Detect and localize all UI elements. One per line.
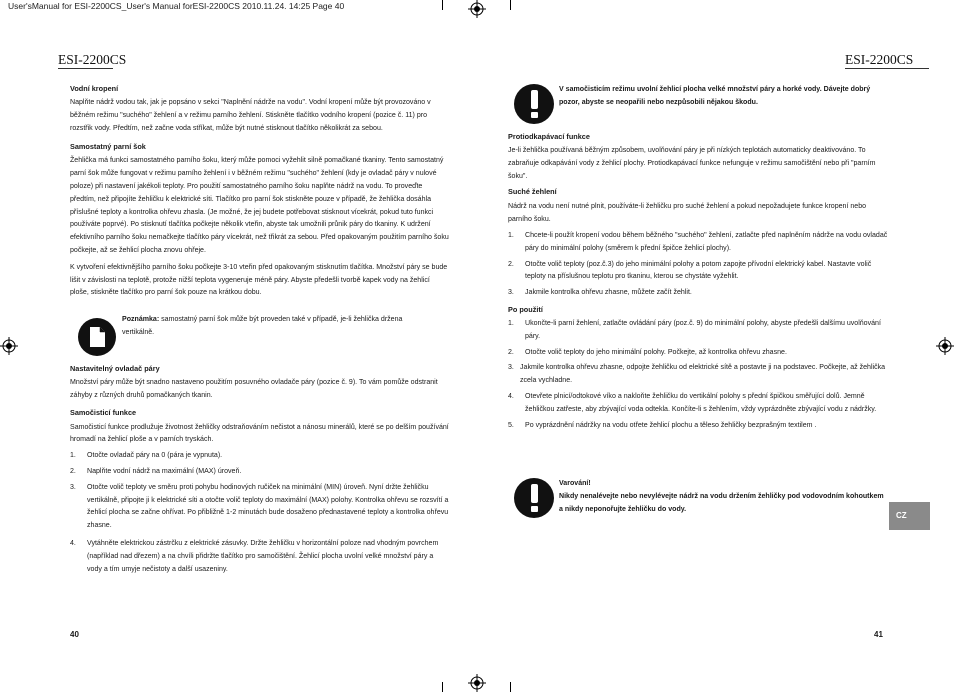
list-text: Naplňte vodní nádrž na maximální (MAX) úroveň. bbox=[87, 467, 242, 475]
list-text: Ukončte-li parní žehlení, zatlačte ovládání páry (poz.č. 9) do minimální polohy, abyste předešli dalšímu uvolňování páry. bbox=[525, 319, 881, 340]
warning-title: Varování! bbox=[559, 480, 591, 487]
paragraph: Žehlička má funkci samostatného parního šoku, který může pomoci vyžehlit silně pomačkané tkaniny. Tento samostatný parní šok může fungovat v režimu parního žehlení i v běžném režimu "suchého" žehlení (kdy je ovladač páry v nulové poloze) při nastavení jakékoli teploty. Pro použití samostatného parního šoku naplňte nádrž na vodu. To proveďte předtím, než připojíte žehličku k elektrické síti. Tlačítko pro parní šok stiskněte pouze v případě, že žehlička dosáhla příslušné teploty a kontrolka ohřevu zhasla. (Je možné, že jej budete potřebovat stisknout vícekrát, pokud tuto funkci používáte poprvé). Po stisknutí tlačítka počkejte několik vteřin, abyste tak umožnili průnik páry do tkaniny. K udržení efektivního parního šoku nemačkejte tlačítko páry vícekrát, než třikrát za sebou. Před opakovaným použitím parního šoku počkejte, až se žehlicí plocha znovu ohřeje. bbox=[70, 157, 449, 254]
right-column bbox=[508, 132, 890, 432]
list-item bbox=[508, 362, 890, 388]
registration-mark-icon bbox=[0, 337, 18, 355]
list-number: 3. bbox=[508, 289, 514, 297]
registration-mark-icon bbox=[936, 337, 954, 355]
print-file-info: User'sManual for ESI-2200CS_User's Manual forESI-2200CS 2010.11.24. 14:25 Page 40 bbox=[8, 1, 345, 11]
paragraph: Množství páry může být snadno nastaveno použitím posuvného ovladače páry (pozice č. 9). To vám pomůže odstranit záhyby z různých druhů pomačkaných tkanin. bbox=[70, 379, 438, 399]
list-number: 5. bbox=[508, 421, 514, 429]
section-title: Vodní kropení bbox=[70, 84, 119, 93]
list-item bbox=[508, 347, 890, 360]
list-text: Otočte volič teploty (poz.č.3) do jeho minimální polohy a potom zapojte přívodní elektrický kabel. Nastavte volič teploty na příslušnou teplotu pro tkaninu, kterou se chystáte vyžehlit. bbox=[525, 260, 872, 281]
paragraph: Je-li žehlička používaná běžným způsobem, uvolňování páry je při nízkých teplotách automaticky deaktivováno. To zabraňuje odkapávání vody z žehlicí plochy. Protiodkapávací funkce nefunguje v režimu samočištění nebo při "parním šoku". bbox=[508, 147, 876, 180]
registration-mark-icon bbox=[468, 674, 486, 692]
note-text bbox=[122, 314, 422, 340]
note-body: samostatný parní šok může být proveden také v případě, je-li žehlička držena vertikálně. bbox=[122, 316, 403, 336]
dry-list bbox=[508, 230, 890, 300]
list-text: Jakmile kontrolka ohřevu zhasne, můžete začít žehlit. bbox=[525, 289, 692, 297]
selfclean-list bbox=[70, 450, 450, 576]
header-rule-left bbox=[58, 68, 113, 69]
page-number-right: 41 bbox=[874, 630, 883, 639]
list-number: 2. bbox=[508, 348, 514, 356]
list-item bbox=[70, 450, 450, 463]
list-number: 3. bbox=[508, 364, 514, 372]
list-item bbox=[508, 318, 890, 344]
section-title: Samočisticí funkce bbox=[70, 407, 137, 417]
warning-box-2 bbox=[559, 478, 889, 516]
crop-mark bbox=[442, 682, 443, 692]
list-number: 4. bbox=[70, 539, 76, 547]
list-text: Po vyprázdnění nádržky na vodu otřete žehlicí plochu a těleso žehličky bezprašným textilem . bbox=[525, 421, 817, 429]
list-item bbox=[508, 287, 890, 300]
list-text: Otevřete plnicí/odtokové víko a nakloňte žehličku do vertikální polohy s přední špičkou směřující dolů. Jemně žehličkou zatřeste, aby zbývající voda odtekla. Končíte-li s žehlením, vždy vyprázdněte zbývající vodu z nádržky. bbox=[525, 392, 877, 413]
list-item bbox=[70, 466, 450, 479]
paragraph: Nádrž na vodu není nutné plnit, používáte-li žehličku pro suché žehlení a pokud nepožadujete funkce kropení nebo parního šoku. bbox=[508, 203, 867, 224]
warning-box-1 bbox=[559, 84, 889, 110]
note-label: Poznámka: bbox=[122, 316, 160, 323]
section-title: Nastavitelný ovladač páry bbox=[70, 364, 160, 373]
page-number-left: 40 bbox=[70, 630, 79, 639]
crop-mark bbox=[442, 0, 443, 10]
language-tab: CZ bbox=[889, 502, 930, 530]
list-text: Chcete-li použít kropení vodou během běžného "suchého" žehlení, zatlačte před naplněním nádrže na vodu ovladač páry do minimální polohy (směrem k přední špičce žehlicí plochy). bbox=[525, 231, 888, 252]
warning-icon bbox=[514, 478, 554, 518]
list-text: Jakmile kontrolka ohřevu zhasne, odpojte žehličku od elektrické sítě a postavte ji na podstavec. Počkejte, až žehlička zcela vychladne. bbox=[520, 364, 886, 385]
list-item bbox=[508, 259, 890, 285]
crop-mark bbox=[510, 0, 511, 10]
list-item bbox=[508, 391, 890, 417]
warning-icon bbox=[514, 84, 554, 124]
warning-text: Nikdy nenalévejte nebo nevylévejte nádrž na vodu držením žehličky pod vodovodním kohoutkem a nikdy neponořujte žehličku do vody. bbox=[559, 492, 884, 513]
warning-text: V samočisticím režimu uvolní žehlicí plocha velké množství páry a horké vody. Dávejte dobrý pozor, abyste se neopařili nebo nezpůsobili nějakou škodu. bbox=[559, 86, 871, 106]
note-box bbox=[122, 314, 422, 340]
list-item bbox=[508, 420, 890, 433]
list-number: 2. bbox=[70, 467, 76, 475]
list-text: Otočte volič teploty ve směru proti pohybu hodinových ručiček na minimální (MIN) úroveň. Nyní držte žehličku vertikálně, připojte ji k elektrické síti a otočte volič teploty do maximální (MAX) polohy. Kontrolka ohřevu se rozsvítí a žehlicí plocha se začne ohřívat. Po přibližně 1-2 minutách bude dosaženo přednastavené teploty a kontrolka ohřevu zhasne. bbox=[87, 483, 449, 530]
list-number: 1. bbox=[508, 231, 514, 239]
list-text: Otočte volič teploty do jeho minimální polohy. Počkejte, až kontrolka ohřevu zhasne. bbox=[525, 348, 787, 356]
left-column-lower bbox=[70, 364, 450, 576]
list-number: 4. bbox=[508, 392, 514, 400]
list-item bbox=[508, 230, 890, 256]
list-number: 3. bbox=[70, 483, 76, 491]
list-item bbox=[70, 538, 450, 576]
paragraph: K vytvoření efektivnějšího parního šoku počkejte 3-10 vteřin před opakovaným stisknutím tlačítka. Množství páry se bude lišit v závislosti na teplotě, protože nižší teplota vygeneruje méně páry. Abyste předešli tvorbě kapek vody na žehlicí ploše, stiskněte tlačítko pro parní šok pouze na krátkou dobu. bbox=[70, 263, 448, 297]
list-number: 1. bbox=[70, 452, 76, 460]
registration-mark-icon bbox=[468, 0, 486, 18]
list-item bbox=[70, 482, 450, 533]
section-title: Suché žehlení bbox=[508, 187, 557, 197]
header-rule-right bbox=[845, 68, 929, 69]
list-text: Vytáhněte elektrickou zástrčku z elektrické zásuvky. Držte žehličku v horizontální poloze nad vhodným povrchem (například nad dřezem) a na chvíli přidržte tlačítko pro samočištění. Žehlicí plocha uvolní velké množství páry a vody a tím umyje nečistoty a další usazeniny. bbox=[87, 539, 439, 573]
left-column bbox=[70, 84, 450, 300]
list-number: 1. bbox=[508, 319, 514, 327]
crop-mark bbox=[510, 682, 511, 692]
list-text: Otočte ovladač páry na 0 (pára je vypnuta). bbox=[87, 452, 223, 460]
model-name-right: ESI-2200CS bbox=[845, 52, 914, 67]
list-number: 2. bbox=[508, 260, 514, 268]
paragraph: Naplňte nádrž vodou tak, jak je popsáno v sekci "Naplnění nádrže na vodu". Vodní kropení může být provozováno v běžném režimu "suchého" žehlení a v režimu parního žehlení. Stiskněte tlačítko vodního kropení (pozice č. 11) pro rozstřik vody. Předtím, než začne voda stříkat, může být nutné stisknout tlačítko několikrát za sebou. bbox=[70, 99, 431, 132]
after-use-list bbox=[508, 318, 890, 432]
paragraph: Samočisticí funkce prodlužuje životnost žehličky odstraňováním nečistot a nánosu minerálů, které se po delším používání hromadí na žehlicí ploše a v parních tryskách. bbox=[70, 423, 449, 444]
section-title: Protiodkapávací funkce bbox=[508, 132, 590, 141]
section-title: Po použití bbox=[508, 304, 543, 314]
note-icon bbox=[78, 318, 116, 356]
section-title: Samostatný parní šok bbox=[70, 142, 146, 152]
model-name-left: ESI-2200CS bbox=[58, 52, 127, 67]
